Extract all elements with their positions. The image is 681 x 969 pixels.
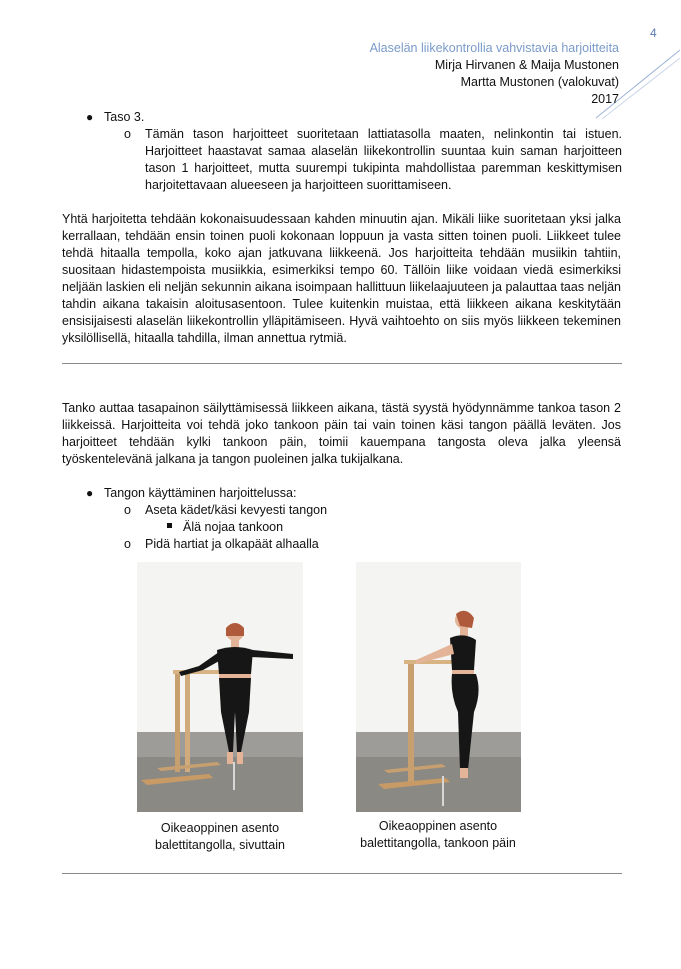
sub-bullet-circle: o — [124, 127, 131, 141]
sub-bullet-circle: o — [124, 503, 131, 517]
footer-divider — [62, 873, 622, 874]
photographer: Martta Mustonen (valokuvat) — [460, 75, 619, 89]
photo-facing-bar — [356, 562, 521, 812]
list-subsubitem: Älä nojaa tankoon — [183, 520, 284, 534]
page-number: 4 — [650, 26, 657, 40]
authors: Mirja Hirvanen & Maija Mustonen — [434, 58, 619, 72]
document-title: Alaselän liikekontrollia vahvistavia harjoitteita — [369, 41, 619, 55]
sub-bullet-circle: o — [124, 537, 131, 551]
photo-side-to-bar — [137, 562, 303, 812]
level3-text: Tämän tason harjoitteet suoritetaan lattiatasolla maaten, nelinkontin tai istuen. Harjoitteet haastavat samaa alaselän liikekontrollin suuntaa kuin saman harjoitteen tason 1 harjoitteet, mutta suurempi tukipinta mahdollistaa paremman keskittymisen harjoitettavaan alueeseen ja harjoitteen suorittamiseen. — [145, 127, 622, 192]
bullet-dot: ● — [86, 486, 94, 500]
paragraph-exercise-duration: Yhtä harjoitetta tehdään kokonaisuudessaan kahden minuutin ajan. Mikäli liike suoritetaan yksi jalka kerrallaan, tehdään ensin toinen puoli kokonaan loppuun ja vasta sitten toinen puoli. Liikkeet tulee tehdä hitaalla tempolla, koko ajan jatkuvana liikkeenä. Jos harjoitteita tehdään musiikin tahtiin, suositaan hidastempoista musiikkia, esimerkiksi tempo 60. Tällöin liike voidaan viedä esimerkiksi neljään laskien eli neljän sekunnin aikana isoimpaan hallittuun liikelaajuuteen ja palauttaa taas neljän tahdin aikana takaisin aloitusasentoon. Tulee kuitenkin muistaa, että liikkeen aikana keskitytään ensisijaisesti alaselän liikekontrollin ylläpitämiseen. Hyvä vaihtoehto on siis myös liikkeen tekeminen yksilöllisellä, hitaalla tahdilla, ilman annettua rytmiä. — [62, 212, 621, 345]
caption-side-line1: Oikeaoppinen asento — [160, 821, 280, 835]
list-subitem: Aseta kädet/käsi kevyesti tangon — [145, 503, 328, 517]
caption-side-line2: balettitangolla, sivuttain — [155, 838, 285, 852]
year: 2017 — [591, 92, 619, 106]
square-bullet — [167, 523, 172, 528]
list-subitem: Pidä hartiat ja olkapäät alhaalla — [145, 537, 319, 551]
level3-label: Taso 3. — [104, 110, 145, 124]
bullet-dot: ● — [86, 110, 94, 124]
caption-facing-line2: balettitangolla, tankoon päin — [360, 836, 516, 850]
caption-facing-line1: Oikeaoppinen asento — [378, 819, 498, 833]
paragraph-bar-usage: Tanko auttaa tasapainon säilyttämisessä liikkeen aikana, tästä syystä hyödynnämme tankoa tason 2 liikkeissä. Harjoitteita voi tehdä joko tankoon päin tai vain toinen käsi tangon päällä leväten. Jos harjoitteet tehdään kylki tankoon päin, toimii kauempana tangosta oleva jalka yleensä työskentelevänä jalkana ja tangon puoleinen jalka tukijalkana. — [62, 401, 621, 466]
divider — [62, 363, 622, 364]
list-item: Tangon käyttäminen harjoittelussa: — [104, 486, 297, 500]
